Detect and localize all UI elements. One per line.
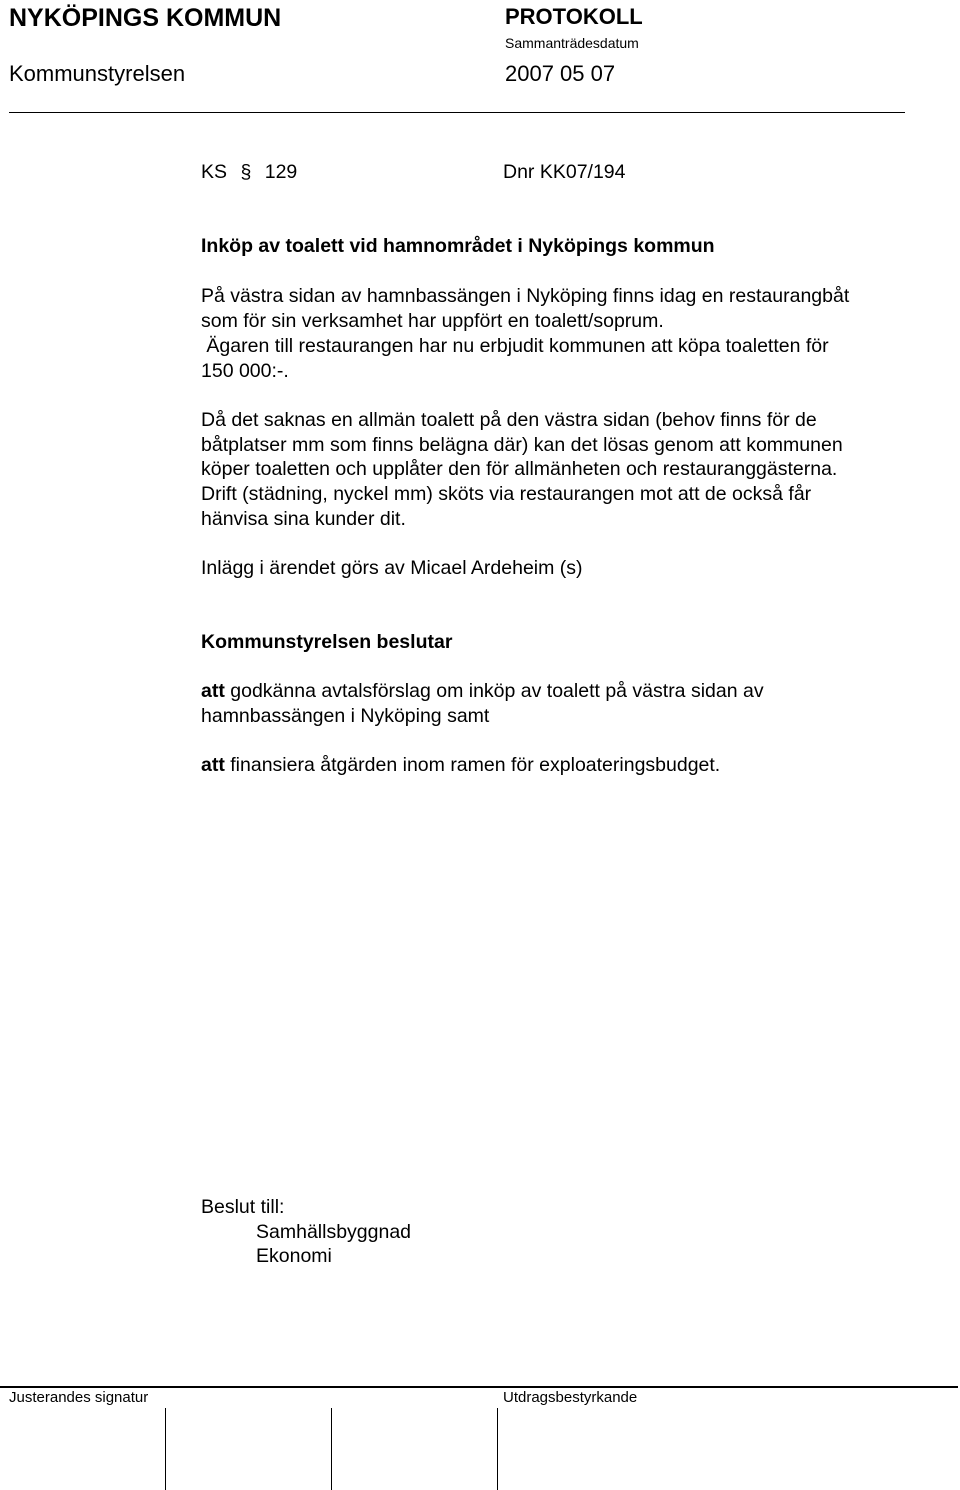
- signature-box-divider: [497, 1408, 498, 1490]
- paragraph-line: Drift (städning, nyckel mm) sköts via restaurangen mot att de också får: [201, 483, 812, 505]
- paragraph-line: köper toaletten och upplåter den för allmänheten och restauranggästerna.: [201, 458, 838, 480]
- ks-prefix: KS: [201, 161, 228, 183]
- organization-name: NYKÖPINGS KOMMUN: [9, 4, 282, 32]
- distribution-recipient: Ekonomi: [256, 1245, 332, 1267]
- paragraph-line: hänvisa sina kunder dit.: [201, 508, 406, 530]
- paragraph-line: På västra sidan av hamnbassängen i Nyköping finns idag en restaurangbåt: [201, 285, 850, 307]
- section-symbol: §: [240, 161, 252, 183]
- footer-divider: [0, 1386, 958, 1388]
- certification-label: Utdragsbestyrkande: [503, 1389, 638, 1406]
- item-title: Inköp av toalett vid hamnområdet i Nyköpings kommun: [201, 235, 715, 257]
- entry-note: Inlägg i ärendet görs av Micael Ardeheim (s): [201, 557, 583, 579]
- distribution-label: Beslut till:: [201, 1196, 285, 1218]
- decision-item-2: [201, 753, 921, 778]
- paragraph-line: 150 000:-.: [201, 360, 289, 382]
- case-paragraph-number: [201, 161, 297, 184]
- signature-box-divider: [331, 1408, 332, 1490]
- decision-item-1-line-1: [201, 679, 921, 704]
- att-word: att: [201, 754, 225, 776]
- ks-number: 129: [264, 161, 298, 183]
- paragraph-line: som för sin verksamhet har uppfört en toalett/soprum.: [201, 310, 664, 332]
- att-word: att: [201, 680, 225, 702]
- meeting-date-label: Sammanträdesdatum: [505, 35, 639, 51]
- case-dnr: Dnr KK07/194: [503, 161, 626, 183]
- committee-name: Kommunstyrelsen: [9, 61, 186, 86]
- decision-item-2-text: finansiera åtgärden inom ramen för exploateringsbudget.: [224, 754, 721, 776]
- distribution-recipient: Samhällsbyggnad: [256, 1221, 412, 1243]
- decision-heading: Kommunstyrelsen beslutar: [201, 631, 453, 653]
- paragraph-line: Då det saknas en allmän toalett på den västra sidan (behov finns för de: [201, 409, 817, 431]
- decision-item-1-text: godkänna avtalsförslag om inköp av toalett på västra sidan av: [224, 680, 764, 702]
- document-type: PROTOKOLL: [505, 4, 643, 29]
- signature-label: Justerandes signatur: [9, 1389, 149, 1406]
- decision-item-1-line-2: hamnbassängen i Nyköping samt: [201, 705, 490, 727]
- meeting-date: 2007 05 07: [505, 61, 616, 86]
- paragraph-line: Ägaren till restaurangen har nu erbjudit kommunen att köpa toaletten för: [201, 335, 829, 357]
- paragraph-line: båtplatser mm som finns belägna där) kan det lösas genom att kommunen: [201, 434, 843, 456]
- header-divider: [9, 112, 905, 113]
- signature-box-divider: [165, 1408, 166, 1490]
